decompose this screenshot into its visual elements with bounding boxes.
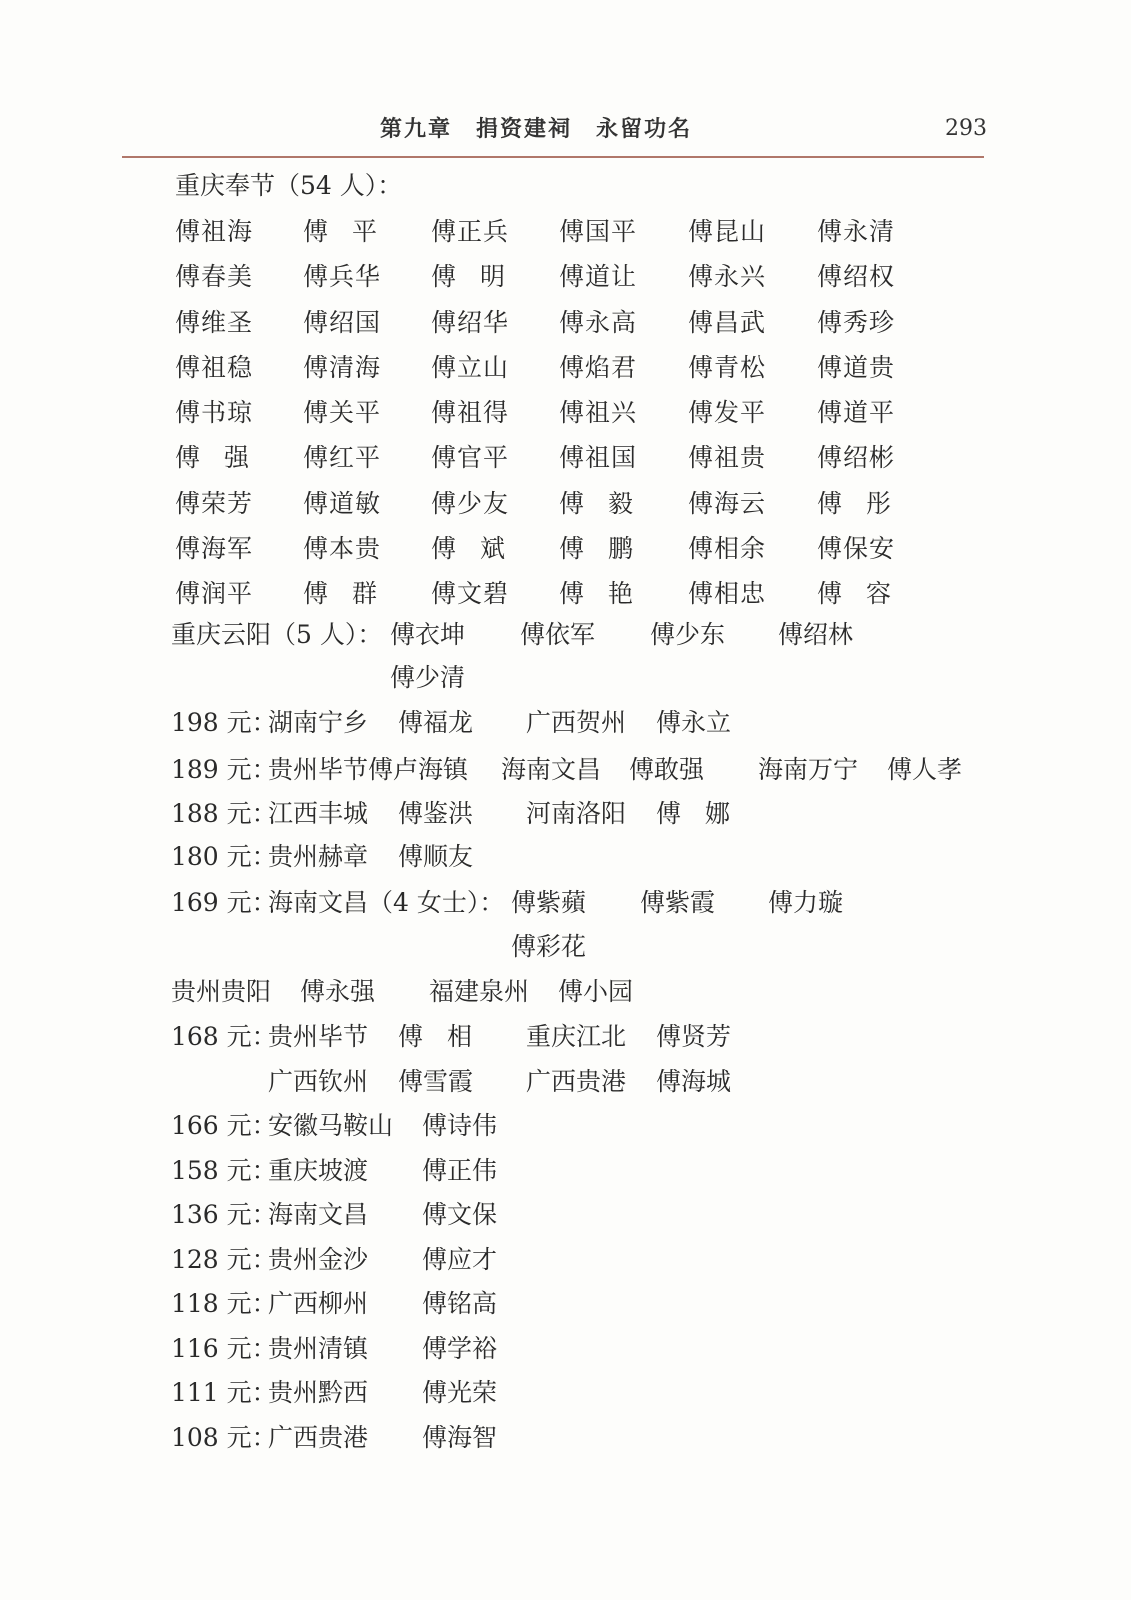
donor-name: 傅国平 xyxy=(559,217,638,246)
entry-name: 傅永强 xyxy=(300,977,376,1006)
entry-place: 贵州毕节 xyxy=(268,1022,369,1051)
entry-name: 傅力璇 xyxy=(768,888,844,917)
donor-name: 傅绍彬 xyxy=(817,443,896,473)
section-heading-yunyang: 重庆云阳（5 人）： xyxy=(171,620,383,649)
entry-amount: 169 元： xyxy=(171,888,277,917)
entry-place: 广西柳州 xyxy=(268,1289,369,1318)
donor-name: 傅道贵 xyxy=(817,352,896,382)
entry-name: 傅海智 xyxy=(422,1423,498,1452)
entry-place: 贵州赫章 xyxy=(268,842,369,871)
donor-name: 傅少友 xyxy=(431,488,510,518)
entry-name: 傅雪霞 xyxy=(398,1067,474,1096)
donor-name: 傅绍华 xyxy=(431,307,510,337)
donor-name: 傅焰君 xyxy=(559,352,638,382)
entry-place: 海南文昌 xyxy=(268,1200,369,1229)
entry-name: 傅彩花 xyxy=(511,932,587,961)
donor-name: 傅毅 xyxy=(559,488,658,518)
donor-name: 傅祖兴 xyxy=(559,398,638,428)
donor-name: 傅相忠 xyxy=(688,579,767,609)
name-yunyang-5: 傅少清 xyxy=(390,663,466,692)
entry-place: 湖南宁乡 xyxy=(268,708,369,737)
donor-name: 傅绍国 xyxy=(303,307,382,337)
donor-name: 傅清海 xyxy=(303,352,382,382)
entry-name: 傅人孝 xyxy=(887,755,963,784)
entry-place: 贵州黔西 xyxy=(268,1378,369,1407)
donor-name: 傅容 xyxy=(817,579,916,609)
donor-name: 傅艳 xyxy=(559,579,658,609)
entry-place: 海南万宁 xyxy=(758,755,859,784)
running-title: 第九章 捐资建祠 永留功名 xyxy=(380,116,693,142)
name-yunyang-1: 傅衣坤 xyxy=(390,620,466,649)
donor-name: 傅昌武 xyxy=(688,307,767,337)
entry-place: 贵州清镇 xyxy=(268,1334,369,1363)
name-yunyang-2: 傅依军 xyxy=(520,620,596,649)
entry-name: 傅正伟 xyxy=(422,1156,498,1185)
donor-name: 傅明 xyxy=(431,262,530,292)
entry-name: 傅紫蘋 xyxy=(511,888,587,917)
entry-place: 江西丰城 xyxy=(268,799,369,828)
donor-name: 傅祖国 xyxy=(559,443,638,473)
donor-name: 傅彤 xyxy=(817,488,916,518)
entry-name: 傅相 xyxy=(398,1022,497,1051)
name-yunyang-4: 傅绍林 xyxy=(778,620,854,649)
donor-name: 傅斌 xyxy=(431,534,530,564)
donor-name: 傅润平 xyxy=(175,579,254,609)
donor-name: 傅立山 xyxy=(431,352,510,382)
entry-name: 傅应才 xyxy=(422,1245,498,1274)
entry-name: 傅学裕 xyxy=(422,1334,498,1363)
entry-name: 傅顺友 xyxy=(398,842,474,871)
donor-name: 傅海云 xyxy=(688,488,767,518)
donor-name: 傅发平 xyxy=(688,398,767,428)
section-heading-fengjie: 重庆奉节（54 人）： xyxy=(175,171,403,200)
donor-name: 傅兵华 xyxy=(303,262,382,292)
entry-place: 广西钦州 xyxy=(268,1067,369,1096)
entry-amount: 189 元： xyxy=(171,755,277,784)
entry-name: 傅诗伟 xyxy=(422,1111,498,1140)
page-number: 293 xyxy=(945,116,987,141)
donor-name: 傅荣芳 xyxy=(175,488,254,518)
entry-place: 广西贵港 xyxy=(526,1067,627,1096)
donor-name: 傅道敏 xyxy=(303,488,382,518)
entry-amount: 198 元： xyxy=(171,708,277,737)
donor-name: 傅文碧 xyxy=(431,579,510,609)
donor-name: 傅本贵 xyxy=(303,534,382,564)
donor-name: 傅鹏 xyxy=(559,534,658,564)
entry-name: 傅永立 xyxy=(656,708,732,737)
entry-amount: 111 元： xyxy=(171,1378,277,1407)
donor-name: 傅道让 xyxy=(559,262,638,292)
entry-name: 傅福龙 xyxy=(398,708,474,737)
donor-name: 傅海军 xyxy=(175,534,254,564)
donor-name: 傅绍权 xyxy=(817,262,896,292)
entry-name: 傅光荣 xyxy=(422,1378,498,1407)
donor-name: 傅正兵 xyxy=(431,217,510,246)
donor-name: 傅永兴 xyxy=(688,262,767,292)
entry-name: 傅敢强 xyxy=(629,755,705,784)
entry-place: 广西贺州 xyxy=(526,708,627,737)
entry-name: 傅娜 xyxy=(656,799,755,828)
donor-name: 傅祖海 xyxy=(175,217,254,246)
donor-name: 傅道平 xyxy=(817,398,896,428)
donor-name: 傅书琼 xyxy=(175,398,254,428)
donor-name: 傅关平 xyxy=(303,398,382,428)
donor-name: 傅祖得 xyxy=(431,398,510,428)
donor-name: 傅保安 xyxy=(817,534,896,564)
donor-name: 傅昆山 xyxy=(688,217,767,246)
entry-place-name: 贵州毕节傅卢海镇 xyxy=(268,755,469,784)
donor-name: 傅红平 xyxy=(303,443,382,473)
donor-name: 傅祖稳 xyxy=(175,352,254,382)
entry-amount: 136 元： xyxy=(171,1200,277,1229)
entry-name: 傅海城 xyxy=(656,1067,732,1096)
entry-place: 广西贵港 xyxy=(268,1423,369,1452)
entry-place: 贵州金沙 xyxy=(268,1245,369,1274)
donor-name: 傅秀珍 xyxy=(817,307,896,337)
donor-name: 傅维圣 xyxy=(175,307,254,337)
entry-amount: 168 元： xyxy=(171,1022,277,1051)
donor-name: 傅群 xyxy=(303,579,402,609)
entry-place: 海南文昌 xyxy=(501,755,602,784)
entry-amount: 116 元： xyxy=(171,1334,277,1363)
entry-amount: 180 元： xyxy=(171,842,277,871)
entry-name: 傅鉴洪 xyxy=(398,799,474,828)
entry-name: 傅紫霞 xyxy=(640,888,716,917)
entry-name: 傅铭高 xyxy=(422,1289,498,1318)
entry-place: 河南洛阳 xyxy=(526,799,627,828)
donor-name: 傅相余 xyxy=(688,534,767,564)
entry-amount: 188 元： xyxy=(171,799,277,828)
name-yunyang-3: 傅少东 xyxy=(650,620,726,649)
donor-name: 傅永高 xyxy=(559,307,638,337)
entry-name: 傅小园 xyxy=(558,977,634,1006)
donor-name: 傅平 xyxy=(303,217,402,246)
donor-name: 傅青松 xyxy=(688,352,767,382)
entry-place: 安徽马鞍山 xyxy=(268,1111,394,1140)
header-rule xyxy=(122,156,984,158)
entry-place: 海南文昌（4 女士）： xyxy=(268,888,505,917)
entry-name: 傅文保 xyxy=(422,1200,498,1229)
donor-name: 傅祖贵 xyxy=(688,443,767,473)
entry-name: 傅贤芳 xyxy=(656,1022,732,1051)
entry-amount: 128 元： xyxy=(171,1245,277,1274)
entry-place: 重庆江北 xyxy=(526,1022,627,1051)
entry-place: 福建泉州 xyxy=(429,977,530,1006)
donor-name: 傅强 xyxy=(175,443,274,473)
entry-place: 重庆坡渡 xyxy=(268,1156,369,1185)
donor-name: 傅永清 xyxy=(817,217,896,246)
entry-amount: 108 元： xyxy=(171,1423,277,1452)
donor-name: 傅春美 xyxy=(175,262,254,292)
entry-amount: 166 元： xyxy=(171,1111,277,1140)
entry-place: 贵州贵阳 xyxy=(171,977,272,1006)
donor-name: 傅官平 xyxy=(431,443,510,473)
entry-amount: 118 元： xyxy=(171,1289,277,1318)
entry-amount: 158 元： xyxy=(171,1156,277,1185)
